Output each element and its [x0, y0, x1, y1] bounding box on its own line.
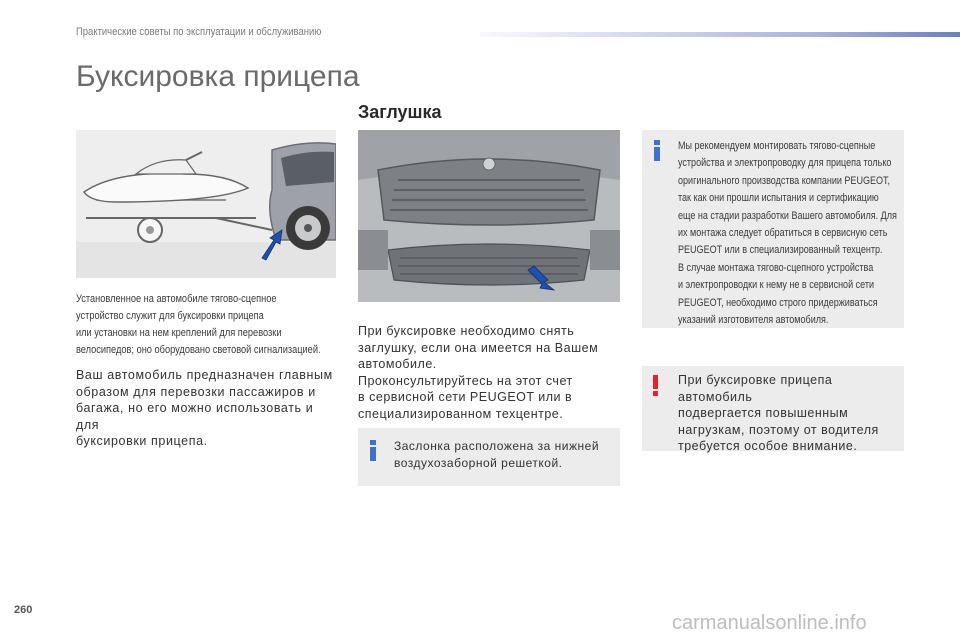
info-note-cover-location [358, 428, 620, 486]
grille-drawing [358, 130, 620, 302]
recommendation-line: оригинального производства компании PEUGEOT, [678, 174, 891, 187]
towing-caption [76, 291, 338, 359]
cover-removal-paragraph: При буксировке необходимо снять заглушку, если она имеется на Вашем автомобиле. Проконсультируйтесь на этот счет в сервисной сети PEUGEOT или в специализированном техцентре. [358, 324, 599, 421]
recommendation-line: PEUGEOT или в специализированный техцентр. [678, 244, 883, 257]
recommendation-line: указаний изготовителя автомобиля. [678, 314, 829, 327]
recommendation-line: их монтажа следует обратиться в сервисную сеть [678, 227, 888, 240]
header-title: Практические советы по эксплуатации и обслуживанию [76, 26, 322, 38]
caption-line: велосипедов; оно оборудовано световой сигнализацией. [76, 344, 321, 356]
recommendation-line: PEUGEOT, необходимо строго придерживаться [678, 296, 878, 309]
info-icon [370, 440, 376, 461]
page-number: 260 [14, 604, 33, 616]
caption-line: или установки на нем креплений для перевозки [76, 327, 282, 339]
info-note-text: Заслонка расположена за нижней воздухозаборной решеткой. [394, 439, 600, 470]
warning-text: При буксировке прицепа автомобиль подвергается повышенным нагрузкам, поэтому от водителя требуется особое внимание. [678, 373, 879, 453]
recommendation-line: так как они прошли испытания и сертификацию [678, 192, 879, 205]
page-title: Буксировка прицепа [76, 60, 360, 93]
recommendation-text [678, 138, 904, 329]
towing-drawing [76, 130, 336, 278]
recommendation-line: Мы рекомендуем монтировать тягово-сцепные [678, 140, 876, 152]
header-accent-line [480, 32, 960, 37]
info-note-recommendation [642, 130, 904, 328]
recommendation-line: устройства и электропроводку для прицепа только [678, 157, 892, 170]
page-header [0, 0, 960, 36]
info-icon [654, 140, 660, 161]
front-grille-photo [358, 130, 620, 302]
towing-illustration [76, 130, 336, 278]
section-title: Заглушка [358, 102, 442, 122]
intro-paragraph: Ваш автомобиль предназначен главным образом для перевозки пассажиров и багажа, но его можно использовать и для буксировки прицепа. [76, 368, 333, 448]
caption-line: устройство служит для буксировки прицепа [76, 310, 264, 322]
warning-icon [653, 375, 659, 396]
warning-note [642, 366, 904, 451]
recommendation-line: и электропроводки к нему не в сервисной сети [678, 279, 875, 292]
recommendation-line: еще на стадии разработки Вашего автомобиля. Для [678, 209, 897, 222]
watermark: carmanualsonline.info [672, 612, 867, 634]
caption-line: Установленное на автомобиле тягово-сцепное [76, 293, 277, 305]
recommendation-line: В случае монтажа тягово-сцепного устройства [678, 261, 874, 274]
